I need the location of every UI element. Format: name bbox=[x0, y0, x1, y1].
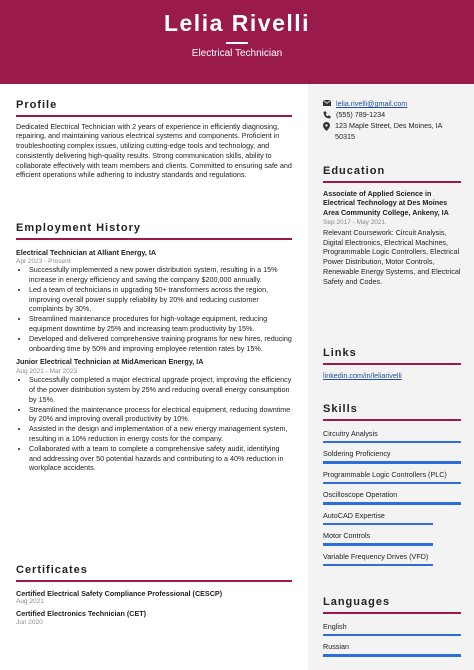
language-level-bar bbox=[323, 634, 461, 637]
skill-level-bar bbox=[323, 543, 433, 546]
profile-text: Dedicated Electrical Technician with 2 years of experience in efficiently diagnosing, repairing, and maintaining various electrical systems and components. Proficient in troubleshooting complex issues, utilizing cutting-edge tools and technology, and consistently delivering high-quality results. Strong communication skills, ability to collaborate effectively with team members and clients. Committed to ensuring safe and efficient operations while adhering to industry standards and regulations. bbox=[16, 121, 292, 180]
certificate-date: Aug 2021 bbox=[16, 598, 44, 606]
job-bullet: • Developed and delivered comprehensive training programs for new hires, reducing onboarding time by 50% and improving employee retention rates by 15%. bbox=[29, 334, 292, 354]
skill-label: Programmable Logic Controllers (PLC) bbox=[323, 469, 447, 479]
skill-label: Circuitry Analysis bbox=[323, 428, 378, 438]
contact-phone-row bbox=[323, 109, 461, 120]
education-divider bbox=[323, 181, 461, 183]
skill-level-bar bbox=[323, 441, 461, 444]
job-bullet: • Successfully implemented a new power distribution system, resulting in a 15% increase in energy efficiency and saving the company $200,000 annually. bbox=[29, 265, 292, 285]
resume-header bbox=[0, 0, 474, 84]
links-heading: Links bbox=[323, 347, 357, 359]
profile-section bbox=[16, 99, 292, 180]
contact-email-row bbox=[323, 98, 461, 109]
language-label: Russian bbox=[323, 642, 349, 651]
skill-level-bar bbox=[323, 502, 461, 505]
skill-level-bar bbox=[323, 461, 461, 464]
email-link[interactable]: lelia.rivelli@gmail.com bbox=[336, 99, 408, 108]
title-divider bbox=[226, 42, 248, 44]
employment-divider bbox=[16, 238, 292, 240]
skill-label: Oscilloscope Operation bbox=[323, 490, 398, 499]
contact-address-row bbox=[323, 120, 461, 142]
job-title: Electrical Technician bbox=[191, 48, 283, 59]
language-label: English bbox=[323, 621, 347, 631]
skill-item bbox=[323, 552, 461, 567]
certificates-divider bbox=[16, 580, 292, 582]
languages-divider bbox=[323, 612, 461, 614]
job-dates: Aug 2021 - Mar 2023 bbox=[16, 368, 78, 376]
profile-divider bbox=[16, 115, 292, 117]
job-entry bbox=[16, 357, 292, 473]
coursework: Relevant Coursework: Circuit Analysis, Digital Electronics, Electrical Machines, Programmable Logic Controllers, Electrical Power Distribution, Motor Controls, Renewable Energy Systems, and Electrical Safety and Codes. bbox=[323, 227, 461, 286]
envelope-icon bbox=[323, 100, 331, 106]
contact-section bbox=[323, 98, 461, 142]
skills-section bbox=[323, 403, 461, 572]
skill-item bbox=[323, 470, 461, 485]
skill-level-bar bbox=[323, 564, 433, 567]
skill-item bbox=[323, 531, 461, 546]
languages-heading: Languages bbox=[323, 596, 391, 608]
phone-number: (555) 789-1234 bbox=[336, 110, 386, 119]
certificate-date: Jun 2020 bbox=[16, 619, 43, 627]
skill-label: AutoCAD Expertise bbox=[323, 510, 385, 520]
job-title-line: Electrical Technician at Alliant Energy, IA bbox=[16, 247, 157, 257]
skills-heading: Skills bbox=[323, 403, 358, 415]
languages-section bbox=[323, 596, 461, 663]
education-section bbox=[323, 165, 461, 287]
job-bullets bbox=[16, 375, 292, 473]
job-title-line: Junior Electrical Technician at MidAmerican Energy, IA bbox=[16, 357, 204, 367]
certificate-item bbox=[16, 589, 292, 606]
skill-item bbox=[323, 449, 461, 464]
language-item bbox=[323, 642, 461, 657]
skill-item bbox=[323, 490, 461, 505]
skill-level-bar bbox=[323, 523, 433, 526]
skill-level-bar bbox=[323, 482, 461, 485]
skill-item bbox=[323, 511, 461, 526]
skills-divider bbox=[323, 419, 461, 421]
links-divider bbox=[323, 363, 461, 365]
employment-section bbox=[16, 222, 292, 473]
degree: Associate of Applied Science in Electrical Technology at Des Moines Area Community College, Ankeny, IA bbox=[323, 188, 449, 218]
candidate-name: Lelia Rivelli bbox=[163, 10, 311, 36]
job-bullets bbox=[16, 265, 292, 353]
job-bullet: • Streamlined maintenance procedures for high-voltage equipment, reducing equipment downtime by 25% and increasing team productivity by 15%. bbox=[29, 314, 292, 334]
address: 123 Maple Street, Des Moines, IA 50315 bbox=[335, 121, 443, 141]
profile-heading: Profile bbox=[16, 99, 58, 111]
job-bullet: • Led a team of technicians in upgrading 50+ transformers across the region, improving overall power supply reliability by 20% and reducing customer complaints by 30%. bbox=[29, 285, 292, 314]
phone-icon bbox=[323, 111, 331, 119]
job-dates: Apr 2023 - Present bbox=[16, 258, 71, 266]
job-entry bbox=[16, 248, 292, 354]
location-pin-icon bbox=[323, 122, 330, 131]
certificates-heading: Certificates bbox=[16, 564, 88, 576]
certificates-section bbox=[16, 564, 292, 626]
education-heading: Education bbox=[323, 165, 386, 177]
employment-heading: Employment History bbox=[16, 222, 141, 234]
language-item bbox=[323, 622, 461, 637]
certificate-name: Certified Electronics Technician (CET) bbox=[16, 609, 147, 619]
certificate-item bbox=[16, 609, 292, 626]
language-level-bar bbox=[323, 654, 461, 657]
skills-list bbox=[323, 429, 461, 567]
skill-label: Soldering Proficiency bbox=[323, 449, 391, 458]
job-bullet: • Streamlined the maintenance process for electrical equipment, reducing downtime by 20% and improving overall productivity by 10%. bbox=[29, 405, 292, 425]
linkedin-link[interactable]: linkedin.com/in/leliarivelli bbox=[323, 370, 402, 380]
certificate-name: Certified Electrical Safety Compliance Professional (CESCP) bbox=[16, 588, 223, 598]
languages-list bbox=[323, 622, 461, 657]
skill-label: Variable Frequency Drives (VFD) bbox=[323, 551, 429, 561]
job-bullet: • Successfully completed a major electrical upgrade project, improving the efficiency of the power distribution system by 25% and reducing overall energy consumption by 15%. bbox=[29, 375, 292, 404]
job-bullet: • Collaborated with a team to complete a comprehensive safety audit, identifying and addressing over 50 potential hazards and contributing to a 40% reduction in workplace accidents. bbox=[29, 444, 292, 473]
education-dates: Sep 2017 - May 2021 bbox=[323, 218, 386, 226]
job-bullet: • Assisted in the design and implementation of a new energy management system, resulting in a 10% reduction in energy costs for the company. bbox=[29, 424, 292, 444]
links-section bbox=[323, 347, 461, 380]
skill-label: Motor Controls bbox=[323, 531, 371, 540]
skill-item bbox=[323, 429, 461, 444]
